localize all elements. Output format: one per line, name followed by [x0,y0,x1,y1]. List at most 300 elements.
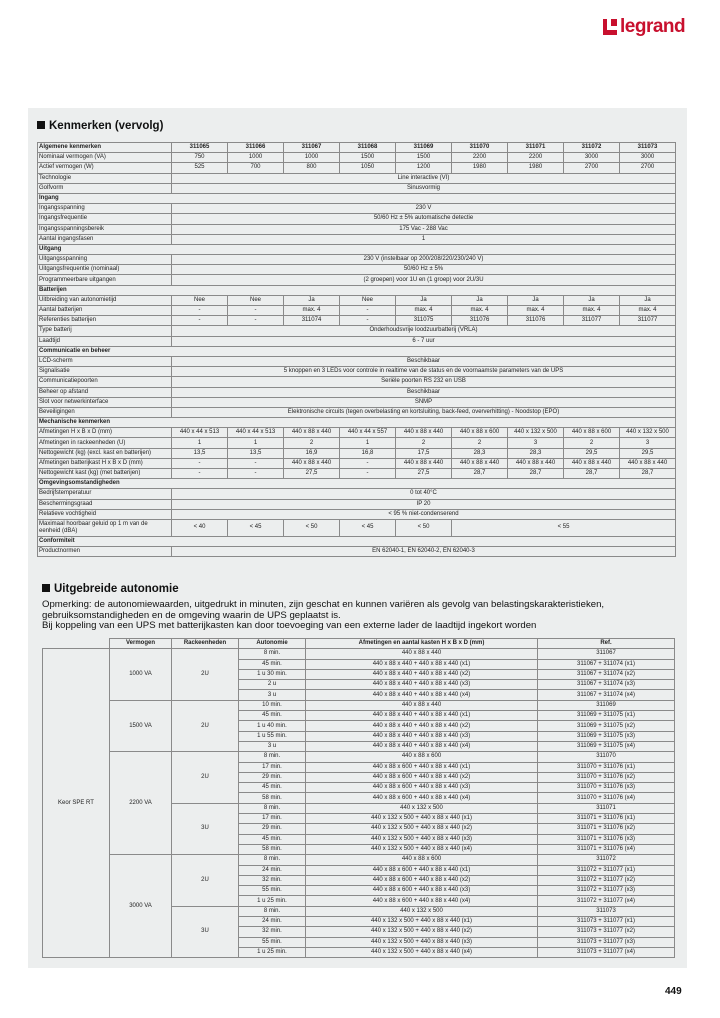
reference-value: 311073 + 311077 (x4) [538,947,675,957]
column-header: Ref. [538,639,675,649]
column-header: Autonomie [239,639,306,649]
group-header-row [38,193,676,203]
table-row [38,489,676,499]
spec-label: Ingangsspanning [38,204,172,214]
spec-value: max. 4 [620,306,676,316]
spec-value: Ja [564,295,620,305]
table-row [38,509,676,519]
spec-value: - [340,458,396,468]
table-row [38,397,676,407]
dimensions-value: 440 x 132 x 500 + 440 x 88 x 440 (x4) [306,844,538,854]
spec-label: Nominaal vermogen (VA) [38,153,172,163]
specs-table [37,142,676,557]
spec-value: Seriële poorten RS 232 en USB [172,377,676,387]
dimensions-value: 440 x 132 x 500 + 440 x 88 x 440 (x3) [306,937,538,947]
spec-label: Actief vermogen (W) [38,163,172,173]
table-row [38,499,676,509]
dimensions-value: 440 x 132 x 500 + 440 x 88 x 440 (x2) [306,824,538,834]
spec-label: Beschermingsgraad [38,499,172,509]
group-label: Uitgang [38,244,676,254]
spec-value: 311074 [284,316,340,326]
spec-value: - [340,316,396,326]
group-label: Omgevingsomstandigheden [38,479,676,489]
rack-units: 2U [172,649,239,700]
spec-value: 700 [228,163,284,173]
spec-value: - [228,306,284,316]
rack-units: 2U [172,855,239,906]
group-header-row [38,536,676,546]
group-header-row [38,479,676,489]
spec-value: 17,5 [396,448,452,458]
spec-value: 50/60 Hz ± 5% automatische detectie [172,214,676,224]
reference-value: 311067 + 311074 (x1) [538,659,675,669]
spec-value: 311065 [172,143,228,153]
spec-value: 440 x 88 x 440 [396,458,452,468]
spec-label: Uitbreiding van autonomietijd [38,295,172,305]
spec-label: Beveiligingen [38,407,172,417]
spec-value: 1000 [228,153,284,163]
table-row [38,275,676,285]
spec-value: - [228,458,284,468]
spec-value: Ja [620,295,676,305]
spec-value: 311075 [396,316,452,326]
spec-value: 311068 [340,143,396,153]
spec-value: 311072 [564,143,620,153]
autonomy-value: 29 min. [239,824,306,834]
autonomy-value: 3 u [239,690,306,700]
table-header-row [43,639,675,649]
dimensions-value: 440 x 88 x 440 [306,649,538,659]
table-row [38,438,676,448]
spec-label: Maximaal hoorbaar geluid op 1 m van de eenheid (dBA) [38,519,172,536]
spec-value: max. 4 [452,306,508,316]
spec-value: Ja [284,295,340,305]
spec-value: 440 x 88 x 600 [452,428,508,438]
dimensions-value: 440 x 88 x 600 [306,752,538,762]
brand-name: legrand [620,16,686,37]
dimensions-value: 440 x 88 x 440 + 440 x 88 x 440 (x2) [306,721,538,731]
spec-label: Algemene kenmerken [38,143,172,153]
group-label: Batterijen [38,285,676,295]
page-number: 449 [665,986,682,997]
group-header-row [38,285,676,295]
spec-value: 1050 [340,163,396,173]
spec-value: < 40 [172,519,228,536]
spec-value: 750 [172,153,228,163]
spec-value: Onderhoudsvrije loodzuurbatterij (VRLA) [172,326,676,336]
power-value: 3000 VA [110,855,172,958]
reference-value: 311069 [538,700,675,710]
dimensions-value: 440 x 132 x 500 + 440 x 88 x 440 (x3) [306,834,538,844]
spec-value: Nee [172,295,228,305]
autonomy-note [42,600,672,632]
reference-value: 311073 + 311077 (x1) [538,917,675,927]
spec-value: 1200 [396,163,452,173]
spec-value: 27,5 [284,469,340,479]
spec-value: 311076 [508,316,564,326]
reference-value: 311072 + 311077 (x4) [538,896,675,906]
legrand-logo [603,16,685,38]
spec-label: LCD-scherm [38,356,172,366]
autonomy-value: 24 min. [239,917,306,927]
spec-value: 440 x 88 x 440 [620,458,676,468]
group-header-row [38,346,676,356]
autonomy-value: 29 min. [239,772,306,782]
table-row [38,163,676,173]
spec-value: 440 x 88 x 440 [284,428,340,438]
table-row [38,265,676,275]
dimensions-value: 440 x 88 x 440 + 440 x 88 x 440 (x1) [306,711,538,721]
spec-value: 1500 [396,153,452,163]
spec-value: 440 x 44 x 513 [228,428,284,438]
autonomy-value: 8 min. [239,649,306,659]
spec-label: Ingangsfrequentie [38,214,172,224]
spec-value: 440 x 88 x 440 [508,458,564,468]
spec-value: 2700 [564,163,620,173]
dimensions-value: 440 x 88 x 440 + 440 x 88 x 440 (x2) [306,669,538,679]
autonomy-value: 17 min. [239,814,306,824]
spec-value: 2200 [452,153,508,163]
spec-value: 16,9 [284,448,340,458]
reference-value: 311072 + 311077 (x3) [538,886,675,896]
spec-value: 16,8 [340,448,396,458]
spec-label: Communicatiepoorten [38,377,172,387]
reference-value: 311071 + 311076 (x3) [538,834,675,844]
spec-label: Productnormen [38,547,172,557]
spec-label: Aantal ingangsfasen [38,234,172,244]
spec-value: < 95 % niet-condenserend [172,509,676,519]
autonomy-value: 45 min. [239,834,306,844]
table-row [38,428,676,438]
spec-value: - [228,316,284,326]
autonomy-value: 58 min. [239,844,306,854]
dimensions-value: 440 x 88 x 440 + 440 x 88 x 440 (x1) [306,659,538,669]
spec-value: 13,5 [172,448,228,458]
autonomy-value: 8 min. [239,855,306,865]
spec-value: 440 x 132 x 500 [508,428,564,438]
spec-label: Referenties batterijen [38,316,172,326]
reference-value: 311070 + 311076 (x1) [538,762,675,772]
spec-value: 3 [620,438,676,448]
autonomy-value: 45 min. [239,659,306,669]
spec-value: < 50 [284,519,340,536]
spec-value: 29,5 [620,448,676,458]
dimensions-value: 440 x 132 x 500 [306,803,538,813]
spec-value: EN 62040-1, EN 62040-2, EN 62040-3 [172,547,676,557]
spec-value: (2 groepen) voor 1U en (1 groep) voor 2U/3U [172,275,676,285]
power-value: 1500 VA [110,700,172,751]
spec-value: < 50 [396,519,452,536]
column-header [43,639,110,649]
dimensions-value: 440 x 132 x 500 [306,906,538,916]
spec-label: Aantal batterijen [38,306,172,316]
spec-value: 440 x 88 x 440 [284,458,340,468]
square-bullet-icon [37,121,45,129]
dimensions-value: 440 x 132 x 500 + 440 x 88 x 440 (x4) [306,947,538,957]
spec-value: IP 20 [172,499,676,509]
autonomy-value: 8 min. [239,752,306,762]
spec-value: 311076 [452,316,508,326]
model-name: Keor SPE RT [43,649,110,958]
spec-value: 230 V (instelbaar op 200/208/220/230/240 V) [172,255,676,265]
spec-value: 3000 [564,153,620,163]
autonomy-value: 58 min. [239,793,306,803]
spec-value: Beschikbaar [172,387,676,397]
autonomy-value: 8 min. [239,906,306,916]
rack-units: 3U [172,906,239,957]
spec-value: Ja [396,295,452,305]
spec-value: - [340,469,396,479]
reference-value: 311069 + 311075 (x2) [538,721,675,731]
table-row [38,234,676,244]
group-label: Communicatie en beheer [38,346,676,356]
spec-value: Nee [228,295,284,305]
spec-value: 440 x 44 x 557 [340,428,396,438]
spec-value: Line interactive (VI) [172,173,676,183]
spec-value: 1 [172,234,676,244]
rack-units: 2U [172,700,239,751]
group-label: Mechanische kenmerken [38,418,676,428]
table-row [38,547,676,557]
spec-value: 1 [172,438,228,448]
spec-value: 28,7 [452,469,508,479]
spec-label: Nettogewicht (kg) (excl. kast en batterijen) [38,448,172,458]
reference-value: 311069 + 311075 (x3) [538,731,675,741]
spec-value: - [172,469,228,479]
reference-value: 311071 [538,803,675,813]
table-row [38,224,676,234]
spec-value: max. 4 [564,306,620,316]
spec-value: 0 tot 40°C [172,489,676,499]
table-header-row [38,143,676,153]
table-row [38,316,676,326]
spec-value: < 45 [340,519,396,536]
table-row [38,183,676,193]
reference-value: 311067 + 311074 (x4) [538,690,675,700]
table-row [38,458,676,468]
spec-value: 28,3 [452,448,508,458]
spec-value: 440 x 132 x 500 [620,428,676,438]
table-row [38,326,676,336]
group-label: Conformiteit [38,536,676,546]
spec-value: max. 4 [508,306,564,316]
spec-value: 311069 [396,143,452,153]
table-row [38,295,676,305]
autonomy-value: 2 u [239,680,306,690]
spec-value: max. 4 [284,306,340,316]
reference-value: 311069 + 311075 (x4) [538,741,675,751]
spec-value: - [172,458,228,468]
autonomy-value: 55 min. [239,886,306,896]
autonomy-value: 1 u 55 min. [239,731,306,741]
spec-label: Technologie [38,173,172,183]
dimensions-value: 440 x 132 x 500 + 440 x 88 x 440 (x1) [306,814,538,824]
column-header: Rackeenheden [172,639,239,649]
spec-value: 440 x 44 x 513 [172,428,228,438]
spec-label: Signalisatie [38,367,172,377]
autonomy-value: 32 min. [239,927,306,937]
dimensions-value: 440 x 88 x 600 [306,855,538,865]
power-value: 2200 VA [110,752,172,855]
spec-value: 27,5 [396,469,452,479]
dimensions-value: 440 x 88 x 600 + 440 x 88 x 440 (x4) [306,896,538,906]
autonomy-value: 1 u 30 min. [239,669,306,679]
table-row [43,700,675,710]
reference-value: 311071 + 311076 (x4) [538,844,675,854]
spec-value: - [172,306,228,316]
spec-value: 1980 [508,163,564,173]
spec-label: Afmetingen batterijkast H x B x D (mm) [38,458,172,468]
reference-value: 311073 + 311077 (x3) [538,937,675,947]
spec-label: Uitgangsfrequentie (nominaal) [38,265,172,275]
table-row [38,153,676,163]
dimensions-value: 440 x 88 x 440 [306,700,538,710]
dimensions-value: 440 x 132 x 500 + 440 x 88 x 440 (x2) [306,927,538,937]
spec-value: 29,5 [564,448,620,458]
reference-value: 311071 + 311076 (x2) [538,824,675,834]
spec-value: 28,7 [620,469,676,479]
spec-label: Slot voor netwerkinterface [38,397,172,407]
dimensions-value: 440 x 88 x 440 + 440 x 88 x 440 (x3) [306,731,538,741]
power-value: 1000 VA [110,649,172,700]
table-row [38,255,676,265]
note-line: Bij koppeling van een UPS met batterijkasten kan door toevoeging van een externe lader de laadtijd ingekort worden [42,620,537,632]
rack-units: 3U [172,803,239,854]
dimensions-value: 440 x 88 x 600 + 440 x 88 x 440 (x1) [306,865,538,875]
spec-value: 800 [284,163,340,173]
spec-label: Golfvorm [38,183,172,193]
table-row [38,356,676,366]
spec-value: 28,7 [564,469,620,479]
table-row [38,377,676,387]
spec-value: 1 [228,438,284,448]
autonomy-value: 1 u 25 min. [239,947,306,957]
spec-value: 311077 [620,316,676,326]
reference-value: 311070 + 311076 (x2) [538,772,675,782]
table-row [38,469,676,479]
spec-value: - [340,306,396,316]
spec-value: 1000 [284,153,340,163]
spec-value: 3000 [620,153,676,163]
reference-value: 311073 [538,906,675,916]
spec-label: Beheer op afstand [38,387,172,397]
autonomy-value: 8 min. [239,803,306,813]
spec-label: Afmetingen H x B x D (mm) [38,428,172,438]
reference-value: 311070 + 311076 (x3) [538,783,675,793]
spec-value: 2 [452,438,508,448]
spec-value: 28,7 [508,469,564,479]
section-title-autonomie: Uitgebreide autonomie [42,583,179,595]
spec-value: 28,3 [508,448,564,458]
table-row [43,752,675,762]
dimensions-value: 440 x 88 x 440 + 440 x 88 x 440 (x3) [306,680,538,690]
table-row [38,173,676,183]
spec-value: 440 x 88 x 440 [564,458,620,468]
autonomy-value: 32 min. [239,875,306,885]
dimensions-value: 440 x 88 x 600 + 440 x 88 x 440 (x3) [306,783,538,793]
table-row [38,387,676,397]
dimensions-value: 440 x 88 x 600 + 440 x 88 x 440 (x3) [306,886,538,896]
spec-value: 311067 [284,143,340,153]
spec-value: Nee [340,295,396,305]
spec-value: 311070 [452,143,508,153]
spec-value: 2 [564,438,620,448]
reference-value: 311070 [538,752,675,762]
dimensions-value: 440 x 88 x 440 + 440 x 88 x 440 (x4) [306,690,538,700]
spec-value: 440 x 88 x 600 [564,428,620,438]
spec-value: 440 x 88 x 440 [452,458,508,468]
reference-value: 311067 + 311074 (x2) [538,669,675,679]
table-row [38,519,676,536]
reference-value: 311069 + 311075 (x1) [538,711,675,721]
spec-value: 440 x 88 x 440 [396,428,452,438]
autonomy-value: 3 u [239,741,306,751]
table-row [38,407,676,417]
column-header: Afmetingen en aantal kasten H x B x D (mm) [306,639,538,649]
table-row [38,306,676,316]
dimensions-value: 440 x 88 x 600 + 440 x 88 x 440 (x1) [306,762,538,772]
autonomy-value: 1 u 40 min. [239,721,306,731]
spec-value: 311066 [228,143,284,153]
spec-label: Afmetingen in rackeenheden (U) [38,438,172,448]
spec-value: SNMP [172,397,676,407]
spec-value: - [172,316,228,326]
autonomy-value: 45 min. [239,783,306,793]
spec-value: 6 - 7 uur [172,336,676,346]
table-row [38,336,676,346]
spec-value: Sinusvormig [172,183,676,193]
spec-value: Beschikbaar [172,356,676,366]
spec-value: Elektronische circuits (tegen overbelasting en kortsluiting, back-feed, oververhitting) - Noodstop (EPO) [172,407,676,417]
spec-value: 2700 [620,163,676,173]
table-row [43,855,675,865]
reference-value: 311073 + 311077 (x2) [538,927,675,937]
section-title-kenmerken: Kenmerken (vervolg) [37,120,163,132]
spec-value: < 55 [452,519,676,536]
spec-value: 311077 [564,316,620,326]
spec-value: 3 [508,438,564,448]
spec-label: Laadtijd [38,336,172,346]
autonomy-value: 24 min. [239,865,306,875]
table-row [43,649,675,659]
spec-value: 1980 [452,163,508,173]
spec-value: Ja [508,295,564,305]
table-row [38,204,676,214]
spec-value: Ja [452,295,508,305]
spec-value: 311071 [508,143,564,153]
reference-value: 311072 + 311077 (x1) [538,865,675,875]
table-row [38,214,676,224]
autonomy-value: 1 u 25 min. [239,896,306,906]
autonomy-value: 17 min. [239,762,306,772]
dimensions-value: 440 x 88 x 440 + 440 x 88 x 440 (x4) [306,741,538,751]
reference-value: 311071 + 311076 (x1) [538,814,675,824]
group-label: Ingang [38,193,676,203]
autonomy-value: 45 min. [239,711,306,721]
spec-value: max. 4 [396,306,452,316]
spec-label: Ingangsspanningsbereik [38,224,172,234]
autonomy-table [42,638,675,958]
rack-units: 2U [172,752,239,803]
reference-value: 311072 + 311077 (x2) [538,875,675,885]
dimensions-value: 440 x 88 x 600 + 440 x 88 x 440 (x2) [306,772,538,782]
reference-value: 311070 + 311076 (x4) [538,793,675,803]
spec-value: 13,5 [228,448,284,458]
spec-value: 1500 [340,153,396,163]
reference-value: 311067 [538,649,675,659]
dimensions-value: 440 x 88 x 600 + 440 x 88 x 440 (x4) [306,793,538,803]
table-row [38,448,676,458]
